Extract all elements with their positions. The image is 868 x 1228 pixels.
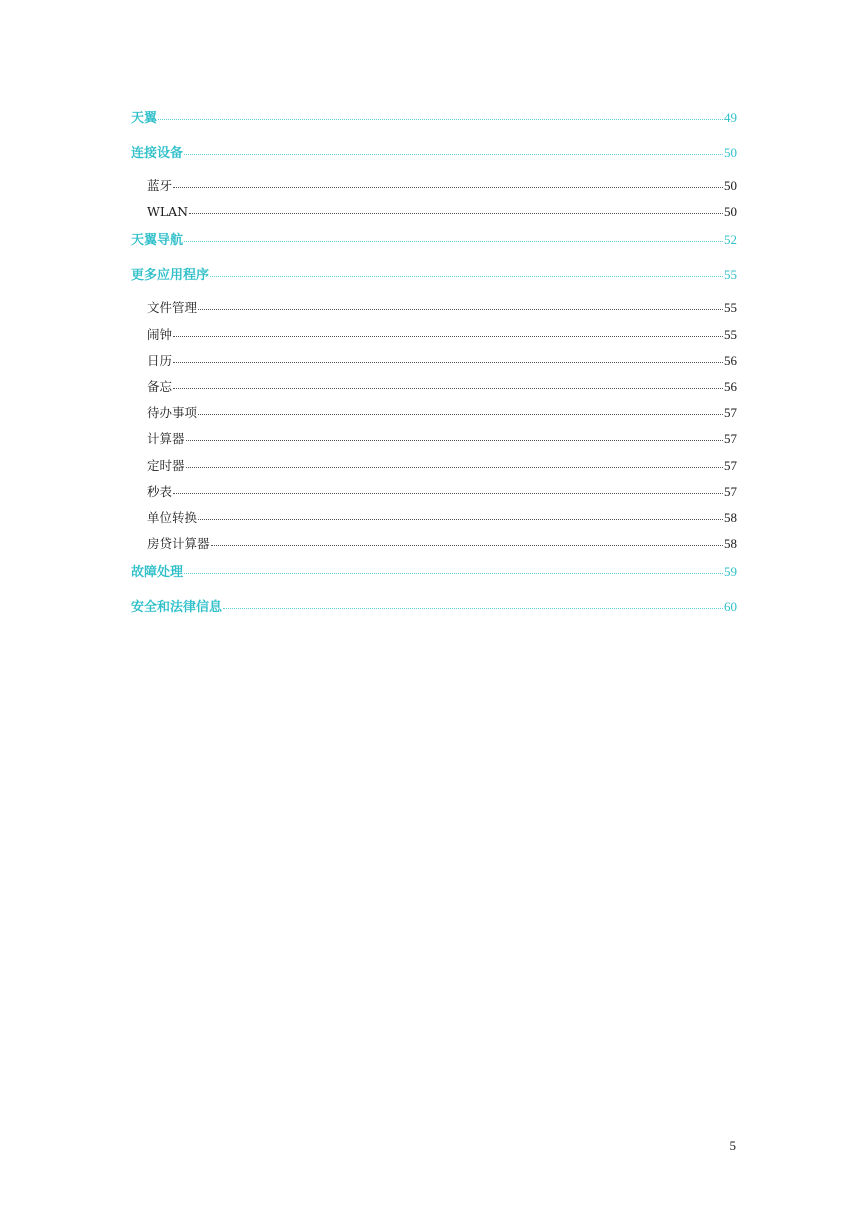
dot-leader [189,212,723,214]
toc-chapter-entry[interactable] [131,263,737,298]
toc-entry-page-number: 55 [724,267,737,283]
toc-entry-title: WLAN [147,204,189,220]
toc-entry-page-number: 60 [724,599,737,615]
toc-section-entry[interactable] [131,534,737,560]
toc-entry-page-number: 50 [724,178,737,193]
toc-entry-title: 房贷计算器 [147,536,210,552]
dot-leader [223,607,723,609]
toc-entry-page-number: 57 [724,431,737,447]
toc-entry-page-number: 59 [724,564,737,580]
toc-entry-title: 秒表 [147,483,173,499]
toc-section-entry[interactable] [131,456,737,482]
toc-entry-title: 文件管理 [147,300,198,316]
toc-section-entry[interactable] [131,482,737,508]
dot-leader [173,492,723,494]
toc-entry-page-number: 50 [724,204,737,220]
toc-entry-title: 安全和法律信息 [131,600,223,616]
toc-section-entry[interactable] [131,429,737,455]
toc-section-entry[interactable] [131,202,737,228]
dot-leader [198,518,723,520]
dot-leader [173,387,723,389]
toc-entry-title: 定时器 [147,457,185,473]
toc-entry-title: 天翼导航 [131,233,184,249]
dot-leader [184,240,723,242]
toc-chapter-entry[interactable] [131,228,737,263]
toc-entry-page-number: 57 [724,483,737,499]
toc-entry-page-number: 52 [724,232,737,248]
dot-leader [186,466,723,468]
toc-section-entry[interactable] [131,377,737,403]
toc-section-entry[interactable] [131,403,737,429]
toc-entry-page-number: 56 [724,352,737,368]
toc-entry-page-number: 49 [724,110,737,125]
toc-section-entry[interactable] [131,298,737,324]
toc-entry-page-number: 50 [724,145,737,160]
toc-entry-page-number: 58 [724,536,737,552]
toc-entry-page-number: 56 [724,378,737,394]
dot-leader [184,572,723,574]
toc-entry-title: 天翼 [131,111,158,126]
toc-section-entry[interactable] [131,325,737,351]
toc-entry-title: 备忘 [147,378,173,394]
toc-entry-title: 更多应用程序 [131,268,210,284]
toc-section-entry[interactable] [131,351,737,377]
toc-entry-title: 单位转换 [147,509,198,525]
toc-entry-page-number: 57 [724,405,737,421]
toc-entry-title: 故障处理 [131,565,184,581]
toc-entry-title: 日历 [147,352,173,368]
toc-chapter-entry[interactable] [131,141,737,176]
dot-leader [184,153,723,155]
toc-entry-title: 计算器 [147,431,185,447]
toc-entry-page-number: 57 [724,457,737,473]
dot-leader [173,186,723,188]
dot-leader [173,361,723,363]
dot-leader [173,335,723,337]
toc-chapter-entry[interactable] [131,560,737,595]
toc-entry-title: 连接设备 [131,146,184,161]
dot-leader [186,439,723,441]
toc-entry-page-number: 55 [724,300,737,316]
toc-entry-title: 待办事项 [147,405,198,421]
dot-leader [198,308,723,310]
dot-leader [198,413,723,415]
toc-entry-title: 闹钟 [147,326,173,342]
dot-leader [210,275,723,277]
page-number: 5 [729,1138,736,1153]
dot-leader [158,118,723,120]
toc-entry-page-number: 55 [724,326,737,342]
toc-chapter-entry[interactable] [131,595,737,630]
table-of-contents [131,106,737,630]
toc-entry-page-number: 58 [724,509,737,525]
toc-section-entry[interactable] [131,508,737,534]
toc-section-entry[interactable] [131,176,737,202]
dot-leader [211,544,723,546]
toc-chapter-entry[interactable] [131,106,737,141]
toc-entry-title: 蓝牙 [147,178,173,193]
